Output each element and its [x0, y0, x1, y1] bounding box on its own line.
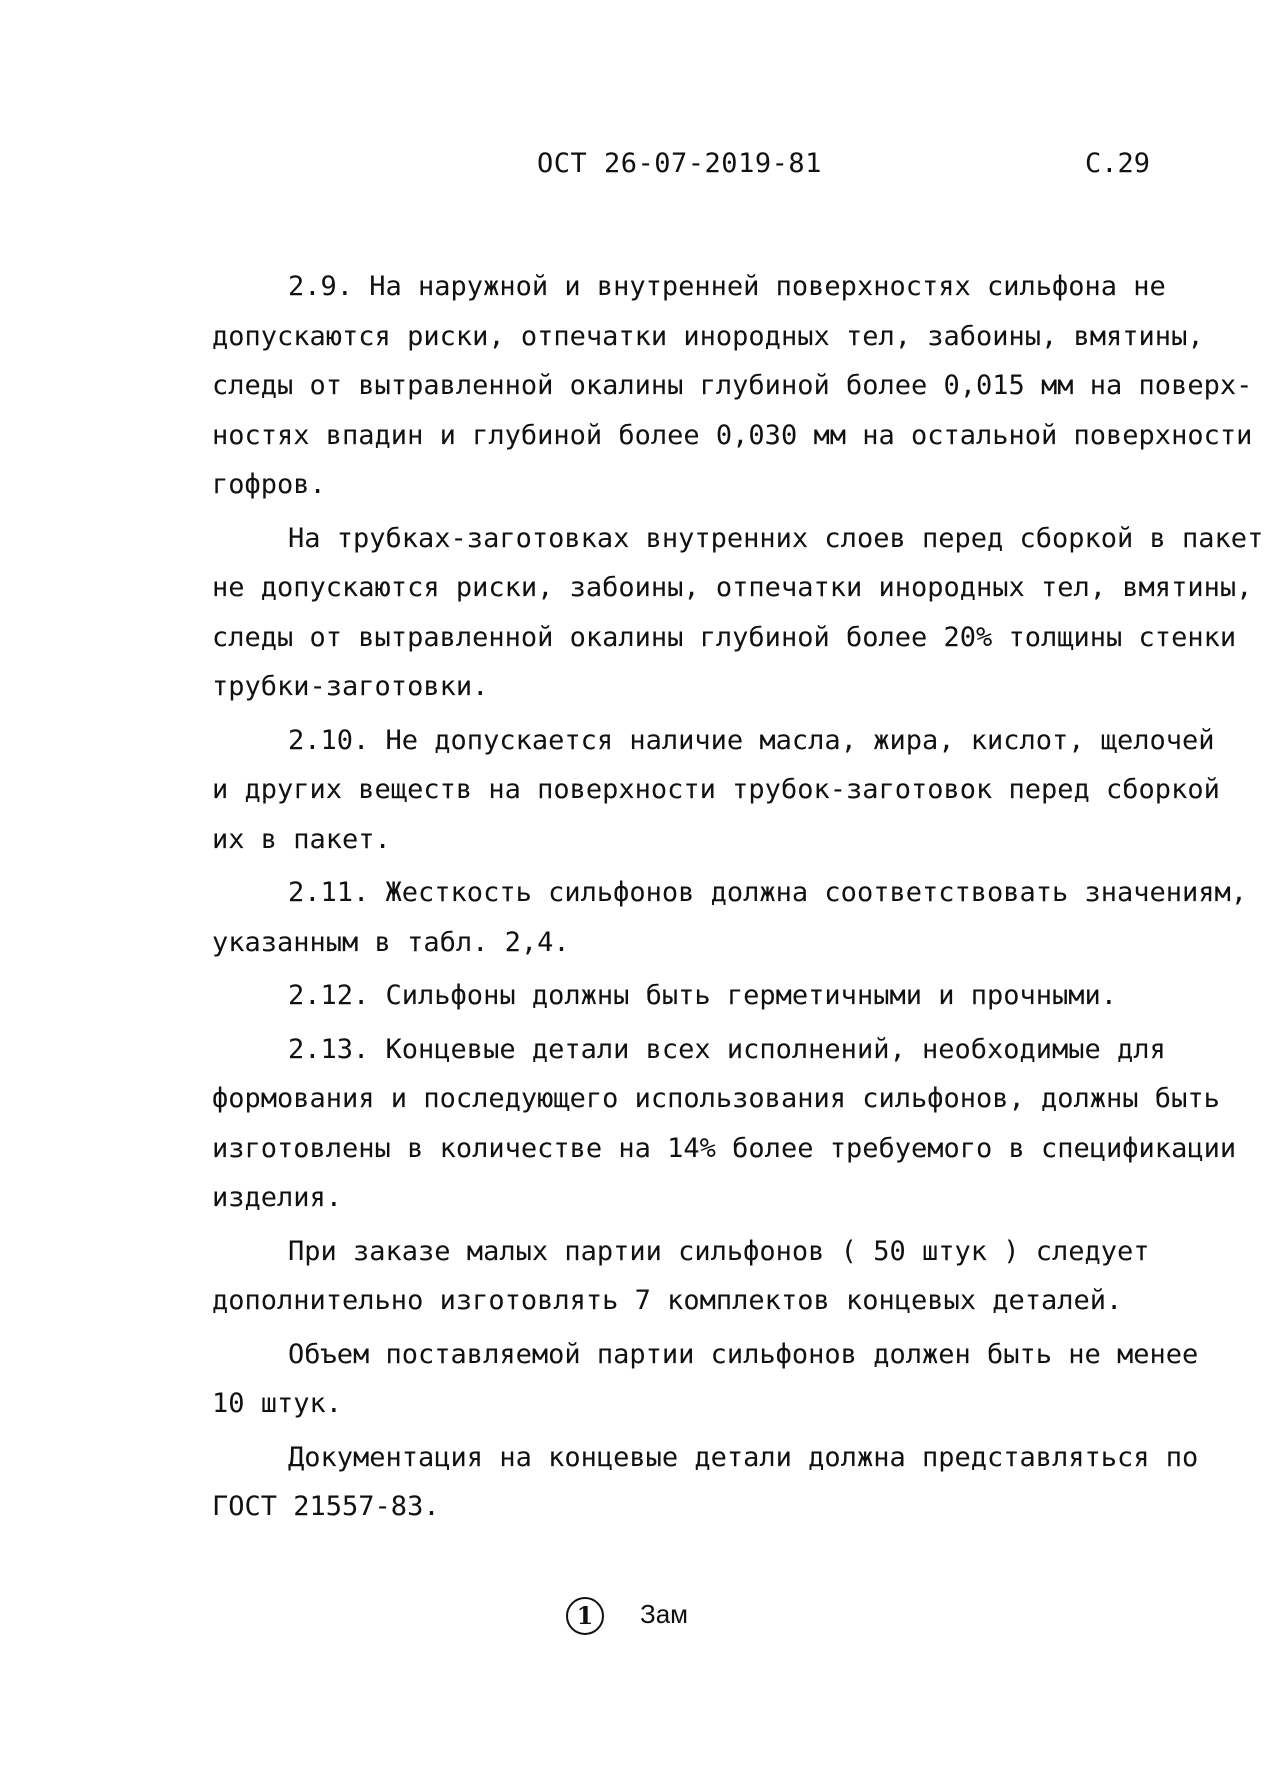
- paragraph-tubes: [212, 514, 1264, 712]
- page-header: [0, 148, 1285, 188]
- paragraph-2-10: [212, 716, 1222, 865]
- text-line: При заказе малых партии сильфонов ( 50 штук ) следует: [288, 1235, 1150, 1267]
- text-line: гофров.: [212, 469, 326, 500]
- text-line: 2.10. Не допускается наличие масла, жира, кислот, щелочей: [288, 724, 1215, 756]
- text-line: 2.13. Концевые детали всех исполнений, необходимые для: [288, 1033, 1166, 1065]
- text-line: трубки-заготовки.: [212, 671, 489, 702]
- text-line: дополнительно изготовлять 7 комплектов концевых деталей.: [212, 1285, 1123, 1316]
- change-note: Зам: [640, 1599, 689, 1629]
- document-body: [212, 262, 1264, 1532]
- text-line: формования и последующего использования сильфонов, должны быть: [212, 1083, 1220, 1114]
- paragraph-documentation: [212, 1433, 1222, 1532]
- text-line: указанным в табл. 2,4.: [212, 926, 570, 958]
- paragraph-small-batch: [212, 1227, 1222, 1326]
- text-line: следы от вытравленной окалины глубиной более 0,015 мм на поверх-: [212, 370, 1253, 401]
- text-line: 2.9. На наружной и внутренней поверхностях сильфона не: [288, 271, 1166, 302]
- paragraph-2-9: [212, 262, 1253, 510]
- page-number: С.29: [1085, 148, 1151, 179]
- text-line: ностях впадин и глубиной более 0,030 мм на остальной поверхности: [212, 419, 1253, 451]
- text-line: Объем поставляемой партии сильфонов должен быть не менее: [288, 1338, 1199, 1370]
- text-line: и других веществ на поверхности трубок-заготовок перед сборкой: [212, 774, 1220, 805]
- paragraph-2-11: [212, 868, 1248, 967]
- text-line: На трубках-заготовках внутренних слоев перед сборкой в пакет: [288, 522, 1264, 554]
- text-line: допускаются риски, отпечатки инородных тел, забоины, вмятины,: [212, 320, 1204, 352]
- text-line: изготовлены в количестве на 14% более требуемого в спецификации: [212, 1132, 1237, 1164]
- text-line: Документация на концевые детали должна представляться по: [288, 1441, 1199, 1473]
- change-number-circle: 1: [566, 1597, 604, 1635]
- paragraph-batch-volume: [212, 1330, 1222, 1429]
- document-code: ОСТ 26-07-2019-81: [537, 148, 822, 179]
- text-line: 2.11. Жесткость сильфонов должна соответствовать значениям,: [288, 877, 1248, 908]
- text-line: 10 штук.: [212, 1388, 343, 1419]
- text-line: ГОСТ 21557-83.: [212, 1491, 440, 1522]
- paragraph-2-12: [212, 971, 1222, 1021]
- text-line: изделия.: [212, 1182, 343, 1213]
- text-line: не допускаются риски, забоины, отпечатки инородных тел, вмятины,: [212, 572, 1253, 603]
- text-line: следы от вытравленной окалины глубиной более 20% толщины стенки: [212, 621, 1237, 653]
- paragraph-2-13: [212, 1025, 1237, 1223]
- text-line: их в пакет.: [212, 823, 391, 855]
- text-line: 2.12. Сильфоны должны быть герметичными и прочными.: [288, 980, 1118, 1011]
